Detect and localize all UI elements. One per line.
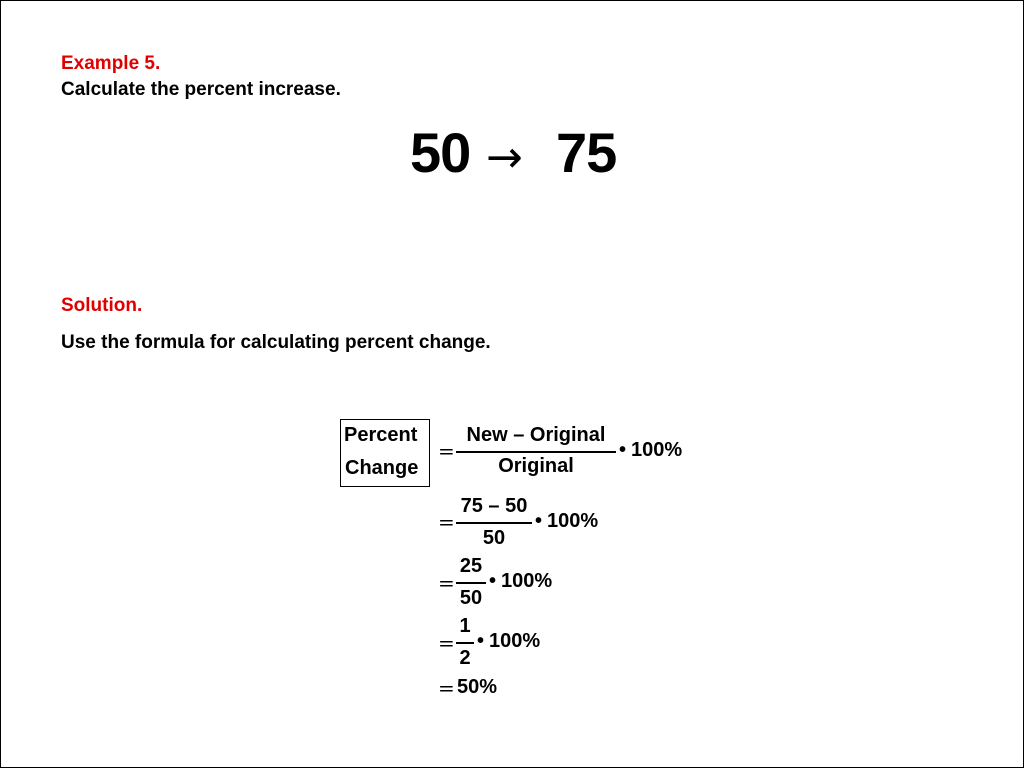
equals-sign: =	[438, 439, 455, 463]
percent-factor: 100%	[631, 439, 683, 461]
example-label: Example 5.	[61, 53, 161, 74]
fraction-bar	[456, 642, 474, 644]
equals-sign: =	[438, 510, 455, 534]
fraction-bar	[456, 522, 532, 524]
percent-factor: 100%	[547, 510, 599, 532]
arrow-icon: →	[486, 132, 523, 183]
percent-factor: 100%	[489, 630, 541, 652]
step-numerator: 75 – 50	[460, 495, 528, 517]
box-line-2: Change	[345, 457, 419, 479]
solution-instruction: Use the formula for calculating percent change.	[61, 332, 491, 353]
result-value: 50%	[457, 676, 498, 698]
fraction-bar	[456, 451, 616, 453]
percent-factor: 100%	[501, 570, 553, 592]
expression-to: 75	[556, 121, 617, 184]
equals-sign: =	[438, 571, 455, 595]
equals-sign: =	[438, 631, 455, 655]
step-numerator: 1	[459, 615, 471, 637]
example-prompt: Calculate the percent increase.	[61, 79, 341, 100]
formula-numerator: New – Original	[466, 424, 606, 446]
dot-operator: •	[619, 439, 627, 461]
box-line-1: Percent	[344, 424, 418, 446]
dot-operator: •	[535, 510, 543, 532]
step-denominator: 50	[482, 527, 506, 549]
formula-denominator: Original	[498, 455, 574, 477]
equals-sign: =	[438, 676, 455, 700]
dot-operator: •	[489, 570, 497, 592]
step-denominator: 50	[459, 587, 483, 609]
expression-from: 50	[410, 121, 471, 184]
fraction-bar	[456, 582, 486, 584]
step-denominator: 2	[459, 647, 471, 669]
step-numerator: 25	[459, 555, 483, 577]
dot-operator: •	[477, 630, 485, 652]
solution-label: Solution.	[61, 295, 143, 316]
